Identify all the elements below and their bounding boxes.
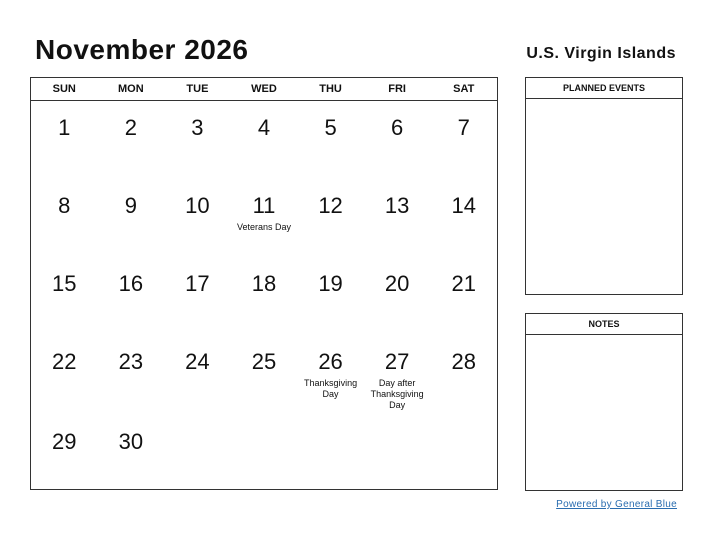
day-cell bbox=[164, 101, 231, 179]
day-cell bbox=[164, 179, 231, 257]
day-number: 14 bbox=[451, 193, 476, 218]
day-number: 27 bbox=[384, 349, 410, 374]
day-number: 5 bbox=[324, 115, 337, 140]
weekday-header-row bbox=[31, 78, 497, 101]
day-number: 2 bbox=[124, 115, 137, 140]
notes-panel bbox=[525, 313, 683, 491]
day-cell bbox=[364, 179, 431, 257]
powered-by-link[interactable]: Powered by General Blue bbox=[556, 499, 677, 510]
day-number: 6 bbox=[391, 115, 404, 140]
day-cell bbox=[231, 335, 298, 415]
day-cell bbox=[297, 415, 364, 493]
day-cell bbox=[430, 101, 497, 179]
day-cell bbox=[231, 179, 298, 257]
day-cell bbox=[98, 101, 165, 179]
day-number: 20 bbox=[384, 271, 410, 296]
day-cell bbox=[98, 335, 165, 415]
day-cell bbox=[31, 335, 98, 415]
day-number: 22 bbox=[52, 349, 77, 374]
day-number: 30 bbox=[118, 429, 144, 454]
weekday-fri: FRI bbox=[388, 83, 406, 95]
planned-events-panel bbox=[525, 77, 683, 295]
holiday-label: Day after Thanksgiving Day bbox=[370, 378, 424, 410]
day-number: 13 bbox=[384, 193, 410, 218]
day-cell bbox=[430, 179, 497, 257]
day-number: 17 bbox=[185, 271, 210, 296]
day-cell bbox=[364, 415, 431, 493]
day-cell bbox=[164, 335, 231, 415]
weekday-sun: SUN bbox=[52, 83, 76, 95]
day-cell bbox=[297, 179, 364, 257]
day-number: 25 bbox=[251, 349, 277, 374]
day-number: 21 bbox=[451, 271, 476, 296]
holiday-label: Thanksgiving Day bbox=[304, 378, 358, 399]
day-number: 29 bbox=[52, 429, 77, 454]
day-number: 15 bbox=[52, 271, 77, 296]
calendar-grid bbox=[30, 77, 498, 490]
day-cell bbox=[364, 335, 431, 415]
day-cell bbox=[297, 101, 364, 179]
day-cell bbox=[31, 101, 98, 179]
weekday-thu: THU bbox=[319, 83, 342, 95]
day-number: 8 bbox=[58, 193, 71, 218]
day-number: 12 bbox=[318, 193, 343, 218]
day-number: 18 bbox=[251, 271, 277, 296]
planned-events-heading: PLANNED EVENTS bbox=[526, 78, 682, 99]
day-number: 3 bbox=[191, 115, 204, 140]
day-cell bbox=[297, 257, 364, 335]
day-number: 1 bbox=[58, 115, 71, 140]
day-cell bbox=[430, 257, 497, 335]
weekday-tue: TUE bbox=[186, 83, 209, 95]
day-cell bbox=[231, 257, 298, 335]
weekday-wed: WED bbox=[251, 83, 277, 95]
notes-heading: NOTES bbox=[526, 314, 682, 335]
day-number: 16 bbox=[118, 271, 144, 296]
day-cell bbox=[364, 257, 431, 335]
day-cell bbox=[297, 335, 364, 415]
day-number: 9 bbox=[124, 193, 137, 218]
day-number: 7 bbox=[457, 115, 470, 140]
day-cell bbox=[164, 415, 231, 493]
day-cell bbox=[98, 257, 165, 335]
day-number: 11 bbox=[252, 193, 276, 218]
region-label: U.S. Virgin Islands bbox=[526, 45, 676, 62]
day-cell bbox=[31, 179, 98, 257]
day-cell bbox=[231, 415, 298, 493]
weekday-mon: MON bbox=[118, 83, 144, 95]
weekday-sat: SAT bbox=[453, 83, 475, 95]
day-number: 26 bbox=[318, 349, 343, 374]
day-cell bbox=[231, 101, 298, 179]
calendar-weeks bbox=[31, 101, 497, 493]
day-number: 28 bbox=[451, 349, 476, 374]
day-cell bbox=[430, 415, 497, 493]
day-cell bbox=[31, 415, 98, 493]
day-cell bbox=[430, 335, 497, 415]
day-cell bbox=[164, 257, 231, 335]
day-cell bbox=[364, 101, 431, 179]
holiday-label: Veterans Day bbox=[236, 222, 291, 232]
day-cell bbox=[98, 179, 165, 257]
day-number: 24 bbox=[185, 349, 210, 374]
day-number: 23 bbox=[118, 349, 144, 374]
day-number: 4 bbox=[257, 115, 271, 140]
day-number: 10 bbox=[185, 193, 210, 218]
day-cell bbox=[98, 415, 165, 493]
page-title: November 2026 bbox=[35, 34, 249, 65]
day-number: 19 bbox=[318, 271, 343, 296]
day-cell bbox=[31, 257, 98, 335]
